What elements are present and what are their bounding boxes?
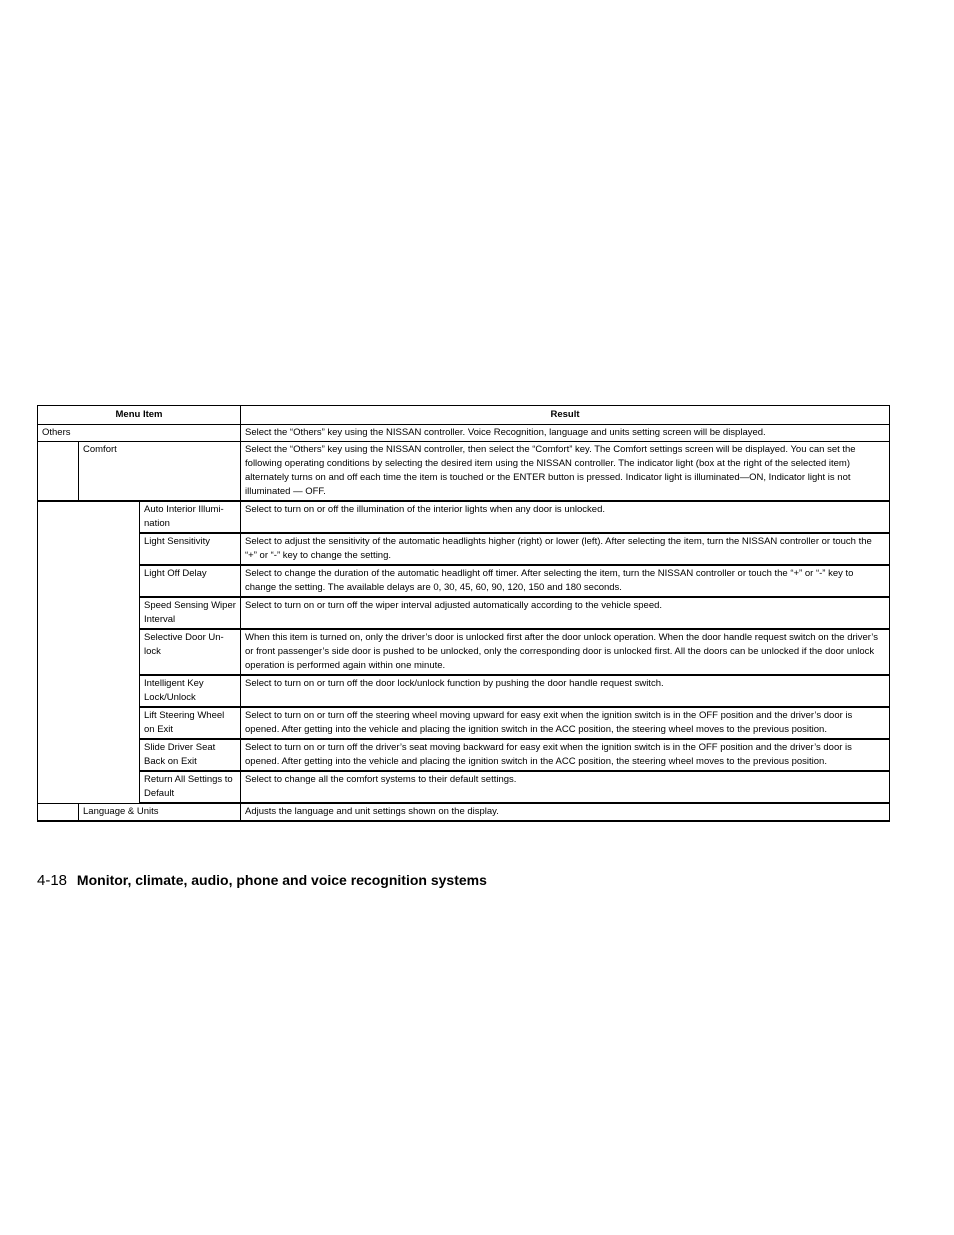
result-comfort: Select the “Others” key using the NISSAN controller, then select the “Comfort” key. The Comfort settings screen will be displayed. You can set the following operating conditions by selecting the desired item using the NISSAN controller. The indicator light (box at the right of the selected item) alternately turns on and off each time the item is touched or the ENTER button is pressed. Indicator light is illuminated—ON, Indicator light is not illuminated — OFF. <box>241 442 890 502</box>
result-text: When this item is turned on, only the driver’s door is unlocked first after the door unlock operation. When the door handle request switch on the driver’s or front passenger’s side door is pushed to be unlocked, only the corresponding door is unlocked first. All the doors can be unlocked if the door unlock operation is performed again within one minute. <box>241 629 890 675</box>
table-row <box>38 739 890 771</box>
table-row <box>38 707 890 739</box>
result-text: Select to turn on or turn off the steering wheel moving upward for easy exit when the ignition switch is in the OFF position and the driver’s door is opened. After getting into the vehicle and placing the ignition switch in the ACC position, the steering wheel moves to the previous position. <box>241 707 890 739</box>
table-row <box>38 501 890 533</box>
table-row <box>38 597 890 629</box>
result-text: Select to turn on or turn off the wiper interval adjusted automatically according to the vehicle speed. <box>241 597 890 629</box>
table-row-language <box>38 803 890 821</box>
result-text: Select to change the duration of the automatic headlight off timer. After selecting the item, turn the NISSAN controller or touch the “+” or “-” key to change the setting. The available delays are 0, 30, 45, 60, 90, 120, 150 and 180 seconds. <box>241 565 890 597</box>
table-row <box>38 771 890 803</box>
menu-item: Lift Steering Wheel on Exit <box>140 707 241 739</box>
table-row <box>38 675 890 707</box>
table-row <box>38 629 890 675</box>
menu-item: Light Off Delay <box>140 565 241 597</box>
menu-item-others: Others <box>38 425 241 442</box>
result-others: Select the “Others” key using the NISSAN controller. Voice Recognition, language and units setting screen will be displayed. <box>241 425 890 442</box>
indent-cell <box>38 442 79 502</box>
menu-item: Light Sensitivity <box>140 533 241 565</box>
result-text: Select to adjust the sensitivity of the automatic headlights higher (right) or lower (left). After selecting the item, turn the NISSAN controller or touch the “+” or “-” key to change the setting. <box>241 533 890 565</box>
menu-item-language: Language & Units <box>79 803 241 821</box>
menu-item: Speed Sensing Wiper Interval <box>140 597 241 629</box>
indent-cell <box>38 501 140 803</box>
table-header-row <box>38 406 890 425</box>
result-text: Select to turn on or off the illumination of the interior lights when any door is unlocked. <box>241 501 890 533</box>
menu-item-comfort: Comfort <box>79 442 241 502</box>
header-menu-item: Menu Item <box>38 406 241 425</box>
menu-item: Auto Interior Illumi-nation <box>140 501 241 533</box>
result-text: Select to turn on or turn off the door lock/unlock function by pushing the door handle request switch. <box>241 675 890 707</box>
menu-item: Selective Door Un-lock <box>140 629 241 675</box>
result-language: Adjusts the language and unit settings shown on the display. <box>241 803 890 821</box>
result-text: Select to turn on or turn off the driver’s seat moving backward for easy exit when the ignition switch is in the OFF position and the driver’s door is opened. After getting into the vehicle and placing the ignition switch in the ACC position, the steering wheel moves to the previous position. <box>241 739 890 771</box>
page-number: 4-18 <box>37 872 68 889</box>
menu-item: Return All Settings to Default <box>140 771 241 803</box>
table-row <box>38 565 890 597</box>
indent-cell <box>38 803 79 821</box>
menu-item: Slide Driver Seat Back on Exit <box>140 739 241 771</box>
page-footer <box>37 871 487 890</box>
table-row <box>38 533 890 565</box>
table-row-comfort <box>38 442 890 502</box>
header-result: Result <box>241 406 890 425</box>
settings-table <box>37 405 890 822</box>
section-title: Monitor, climate, audio, phone and voice recognition systems <box>76 872 487 888</box>
result-text: Select to change all the comfort systems to their default settings. <box>241 771 890 803</box>
menu-item: Intelligent Key Lock/Unlock <box>140 675 241 707</box>
table-row-others <box>38 425 890 442</box>
